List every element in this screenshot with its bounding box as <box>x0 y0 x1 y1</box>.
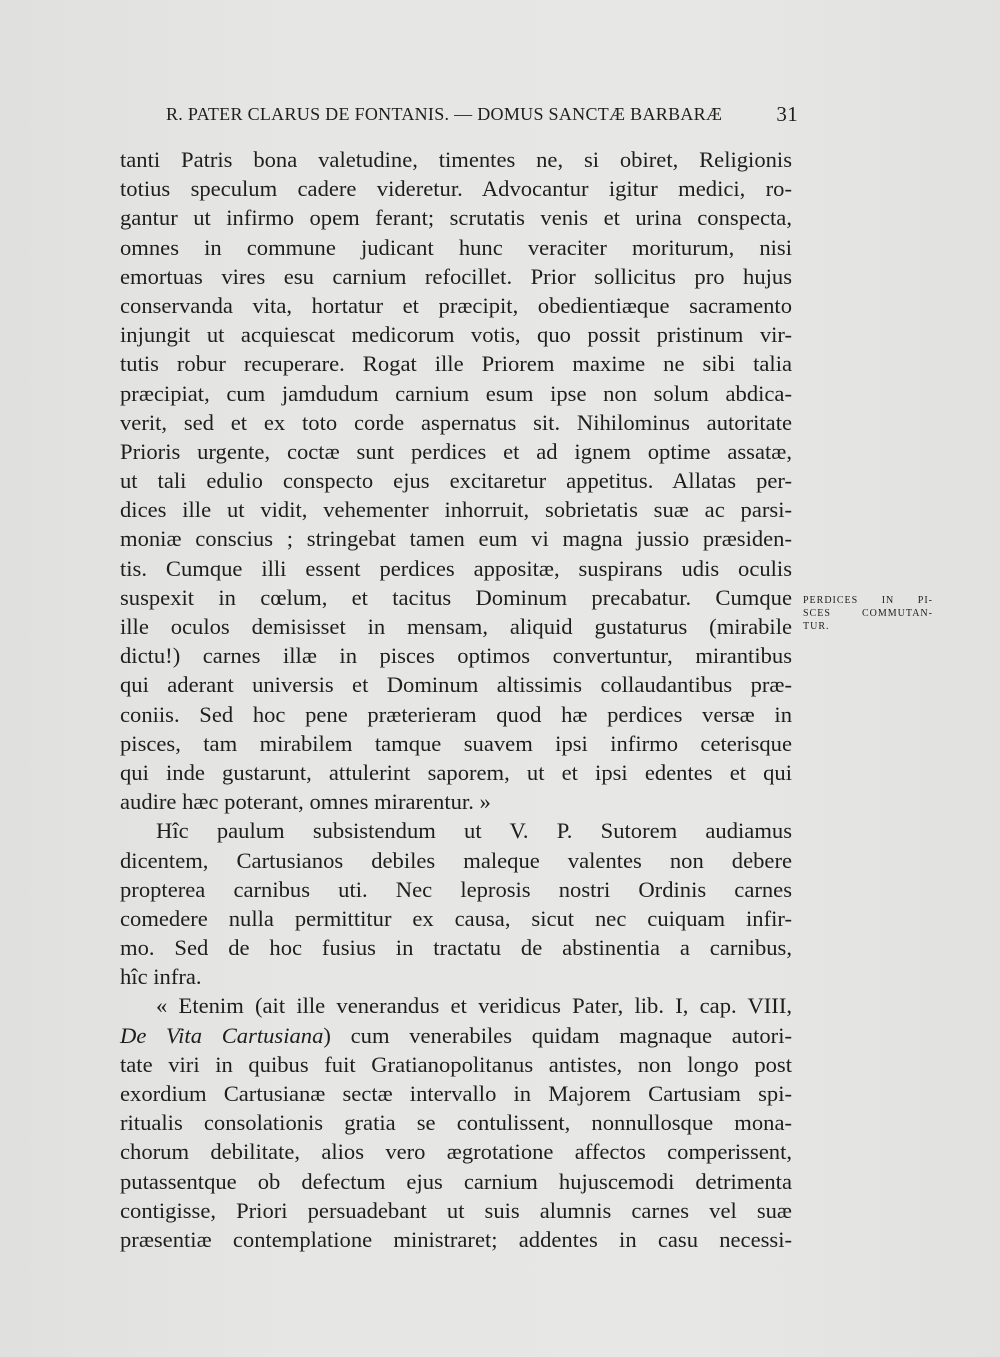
text-line: verit, sed et ex toto corde aspernatus sit. Nihilominus autoritate <box>120 409 792 435</box>
page-number: 31 <box>776 102 798 126</box>
margin-note-line: TUR. <box>803 621 830 632</box>
text-line: coniis. Sed hoc pene præterieram quod hæ perdices versæ in <box>120 701 792 727</box>
text-line: injungit ut acquiescat medicorum votis, quo possit pristinum vir- <box>120 322 792 348</box>
margin-note <box>803 594 933 633</box>
text-line: præsentiæ contemplatione ministraret; addentes in casu necessi- <box>120 1226 792 1252</box>
text-line: tutis robur recuperare. Rogat ille Priorem maxime ne sibi talia <box>120 351 792 377</box>
text-line: exordium Cartusianæ sectæ intervallo in Majorem Cartusiam spi- <box>120 1081 792 1106</box>
text-line: qui aderant universis et Dominum altissimis collaudantibus præ- <box>120 672 792 698</box>
text-line: suspexit in cœlum, et tacitus Dominum precabatur. Cumque <box>120 584 792 610</box>
text-line: ille oculos demisisset in mensam, aliquid gustaturus (mirabile <box>120 614 792 639</box>
text-line: emortuas vires esu carnium refocillet. Prior sollicitus pro hujus <box>120 263 792 289</box>
text-line: Hîc paulum subsistendum ut V. P. Sutorem audiamus <box>156 818 792 844</box>
text-line: tate viri in quibus fuit Gratianopolitanus antistes, non longo post <box>120 1051 792 1077</box>
text-line: præcipiat, cum jamdudum carnium esum ipse non solum abdica- <box>120 380 792 406</box>
text-line: dicentem, Cartusianos debiles maleque valentes non debere <box>120 847 792 873</box>
running-header <box>166 104 798 132</box>
text-line: mo. Sed de hoc fusius in tractatu de abstinentia a carnibus, <box>120 935 792 961</box>
text-line: ritualis consolationis gratia se contulissent, nonnullosque mona- <box>120 1110 792 1136</box>
text-line: totius speculum cadere videretur. Advocantur igitur medici, ro- <box>120 176 792 202</box>
text-line: tis. Cumque illi essent perdices appositæ, suspirans udis oculis <box>120 555 792 581</box>
margin-note-line: PERDICES IN PI- <box>803 595 933 606</box>
text-line: Prioris urgente, coctæ sunt perdices et ad ignem optime assatæ, <box>120 438 792 464</box>
text-line: conservanda vita, hortatur et præcipit, obedientiæque sacramento <box>120 292 792 318</box>
text-line: « Etenim (ait ille venerandus et veridicus Pater, lib. I, cap. VIII, <box>156 993 792 1019</box>
text-line: pisces, tam mirabilem tamque suavem ipsi infirmo ceterisque <box>120 730 792 756</box>
text-line: chorum debilitate, alios vero ægrotatione affectos comperissent, <box>120 1139 792 1165</box>
text-line: moniæ conscius ; stringebat tamen eum vi magna jussio præsiden- <box>120 526 792 552</box>
running-title: R. PATER CLARUS DE FONTANIS. — DOMUS SANCTÆ BARBARÆ <box>166 104 723 124</box>
text-line: putassentque ob defectum ejus carnium hujuscemodi detrimenta <box>120 1168 792 1194</box>
text-line: tanti Patris bona valetudine, timentes ne, si obiret, Religionis <box>120 147 792 172</box>
text-line: dices ille ut vidit, vehementer inhorruit, sobrietatis suæ ac parsi- <box>120 497 792 523</box>
text-line: audire hæc poterant, omnes mirarentur. » <box>120 789 491 815</box>
main-text <box>120 145 792 1254</box>
text-line: gantur ut infirmo opem ferant; scrutatis venis et urina conspecta, <box>120 205 792 231</box>
text-line: dictu!) carnes illæ in pisces optimos convertuntur, mirantibus <box>120 643 792 669</box>
text-line: contigisse, Priori persuadebant ut suis alumnis carnes vel suæ <box>120 1197 792 1223</box>
text-line: propterea carnibus uti. Nec leprosis nostri Ordinis carnes <box>120 876 792 902</box>
text-line: qui inde gustarunt, attulerint saporem, ut et ipsi edentes et qui <box>120 759 792 785</box>
margin-note-line: SCES COMMUTAN- <box>803 608 933 619</box>
text-line-italic-title: De Vita Cartusiana) cum venerabiles quidam magnaque autori- <box>120 1022 792 1048</box>
text-line: ut tali edulio conspecto ejus excitaretur appetitus. Allatas per- <box>120 468 792 494</box>
text-line: comedere nulla permittitur ex causa, sicut nec cuiquam infir- <box>120 905 792 931</box>
text-line: omnes in commune judicant hunc veraciter moriturum, nisi <box>120 234 792 260</box>
text-line: hîc infra. <box>120 964 202 990</box>
